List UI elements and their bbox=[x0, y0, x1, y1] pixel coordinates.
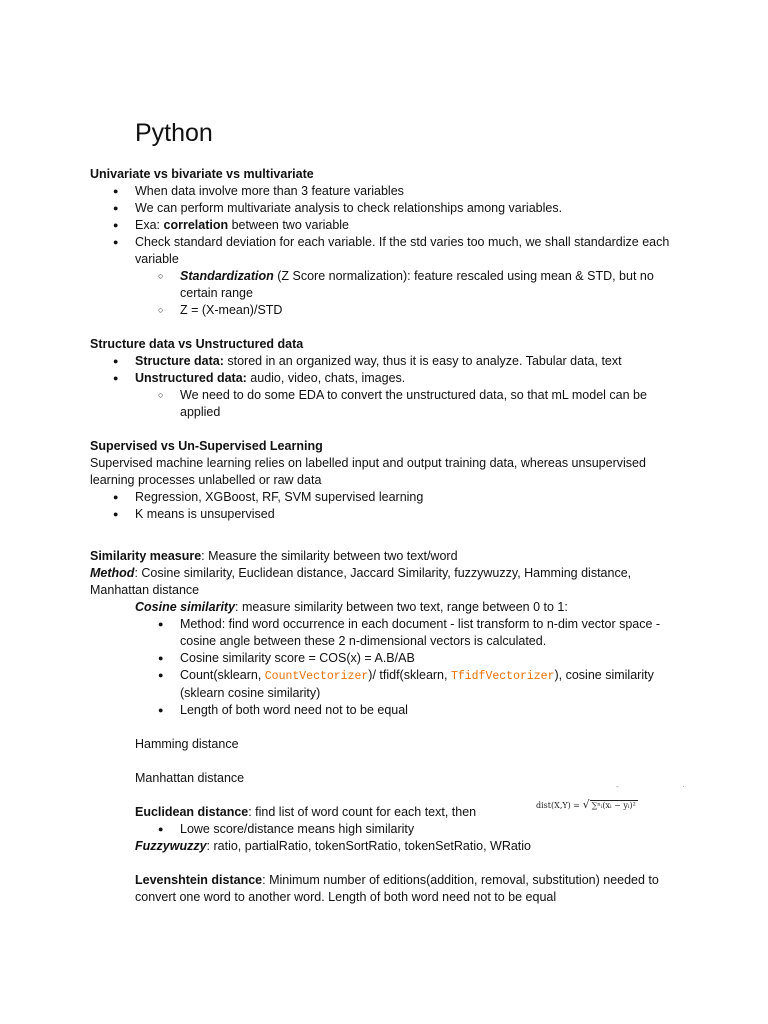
bold-italic-term: Fuzzywuzzy bbox=[135, 839, 207, 853]
list-item: ● Method: find word occurrence in each document - list transform to n-dim vector space - cosine angle between these 2 n-dimensional vectors is calculated. bbox=[90, 616, 680, 650]
similarity-line bbox=[90, 548, 680, 565]
list-item: ● Length of both word need not to be equal bbox=[90, 702, 680, 719]
bold-italic-term: Standardization bbox=[180, 269, 274, 283]
text-run: : Minimum number of editions(addition, removal, substitution) needed to convert one word to another word. Length of both word need not to be equal bbox=[135, 873, 659, 904]
bold-term: Levenshtein distance bbox=[135, 873, 263, 887]
supervised-list bbox=[90, 489, 680, 523]
list-item: ● We can perform multivariate analysis to check relationships among variables. bbox=[90, 200, 680, 217]
list-item: ● Cosine similarity score = COS(x) = A.B/AB bbox=[90, 650, 680, 667]
list-item: ● Check standard deviation for each variable. If the std varies too much, we shall standardize each variable bbox=[90, 234, 680, 268]
section-heading-structure: Structure data vs Unstructured data bbox=[90, 337, 304, 351]
bold-term: Euclidean distance bbox=[135, 805, 249, 819]
text-run: : Cosine similarity, Euclidean distance, Jaccard Similarity, fuzzywuzzy, Hamming distance, Manhattan distance bbox=[90, 566, 632, 597]
dot-mark: · bbox=[682, 782, 685, 791]
text-run: : Measure the similarity between two text/word bbox=[201, 549, 458, 563]
formula-body: ∑ⁿᵢ(xᵢ − yᵢ)² bbox=[591, 801, 636, 810]
list-item: ● Regression, XGBoost, RF, SVM supervised learning bbox=[90, 489, 680, 506]
text-run: (Z Score normalization): feature rescaled using mean & STD, but no certain range bbox=[180, 269, 654, 300]
text-run: : find list of word count for each text, then bbox=[248, 805, 477, 819]
code-tfidfvectorizer: TfidfVectorizer bbox=[450, 670, 555, 683]
list-item: ● When data involve more than 3 feature variables bbox=[90, 183, 680, 200]
text-run: stored in an organized way, thus it is easy to analyze. Tabular data, text bbox=[223, 354, 622, 368]
section-heading-variate: Univariate vs bivariate vs multivariate bbox=[90, 167, 314, 181]
bold-term: Unstructured data: bbox=[135, 371, 247, 385]
variate-sublist bbox=[90, 268, 680, 319]
levenshtein-line bbox=[90, 872, 680, 906]
sqrt-icon: √ bbox=[582, 798, 590, 811]
list-item: ● K means is unsupervised bbox=[90, 506, 680, 523]
text-run: : ratio, partialRatio, tokenSortRatio, tokenSetRatio, WRatio bbox=[206, 839, 532, 853]
structure-sublist bbox=[90, 387, 680, 421]
paragraph: Supervised machine learning relies on labelled input and output training data, whereas unsupervised learning processes unlabelled or raw data bbox=[90, 456, 646, 487]
formula-lhs: dist(X,Y) = bbox=[536, 801, 583, 810]
cosine-line bbox=[90, 599, 680, 616]
list-item: ● Lowe score/distance means high similarity bbox=[90, 821, 680, 838]
list-item bbox=[90, 370, 680, 387]
bold-italic-term: Method bbox=[90, 566, 135, 580]
sublist-item bbox=[90, 268, 680, 302]
bold-italic-term: Cosine similarity bbox=[135, 600, 236, 614]
page-title: Python bbox=[135, 119, 213, 147]
sublist-item: ○ Z = (X-mean)/STD bbox=[90, 302, 680, 319]
text-run: : measure similarity between two text, range between 0 to 1: bbox=[235, 600, 568, 614]
text-run: audio, video, chats, images. bbox=[246, 371, 406, 385]
document-body bbox=[90, 166, 680, 906]
fuzzywuzzy-line bbox=[90, 838, 680, 855]
bold-term: correlation bbox=[163, 218, 229, 232]
manhattan-line: Manhattan distance bbox=[135, 771, 245, 785]
text-run: Exa: bbox=[135, 218, 164, 232]
text-run: )/ tfidf(sklearn, bbox=[368, 668, 451, 682]
variate-list bbox=[90, 183, 680, 268]
cosine-list bbox=[90, 616, 680, 719]
section-heading-supervised: Supervised vs Un-Supervised Learning bbox=[90, 439, 323, 453]
hamming-line: Hamming distance bbox=[135, 737, 239, 751]
bold-term: Similarity measure bbox=[90, 549, 202, 563]
structure-list bbox=[90, 353, 680, 387]
list-item bbox=[90, 667, 680, 702]
euclidean-formula bbox=[536, 798, 638, 811]
list-item bbox=[90, 353, 680, 370]
method-line bbox=[90, 565, 680, 599]
dash-mark: - bbox=[616, 782, 619, 791]
code-countvectorizer: CountVectorizer bbox=[264, 670, 369, 683]
sublist-item: ○ We need to do some EDA to convert the unstructured data, so that mL model can be applied bbox=[90, 387, 680, 421]
bold-term: Structure data: bbox=[135, 354, 224, 368]
euclidean-list bbox=[90, 821, 680, 838]
list-item bbox=[90, 217, 680, 234]
text-run: Count(sklearn, bbox=[180, 668, 265, 682]
text-run: between two variable bbox=[228, 218, 350, 232]
text-run: ), cosine similarity (sklearn cosine similarity) bbox=[180, 668, 654, 700]
